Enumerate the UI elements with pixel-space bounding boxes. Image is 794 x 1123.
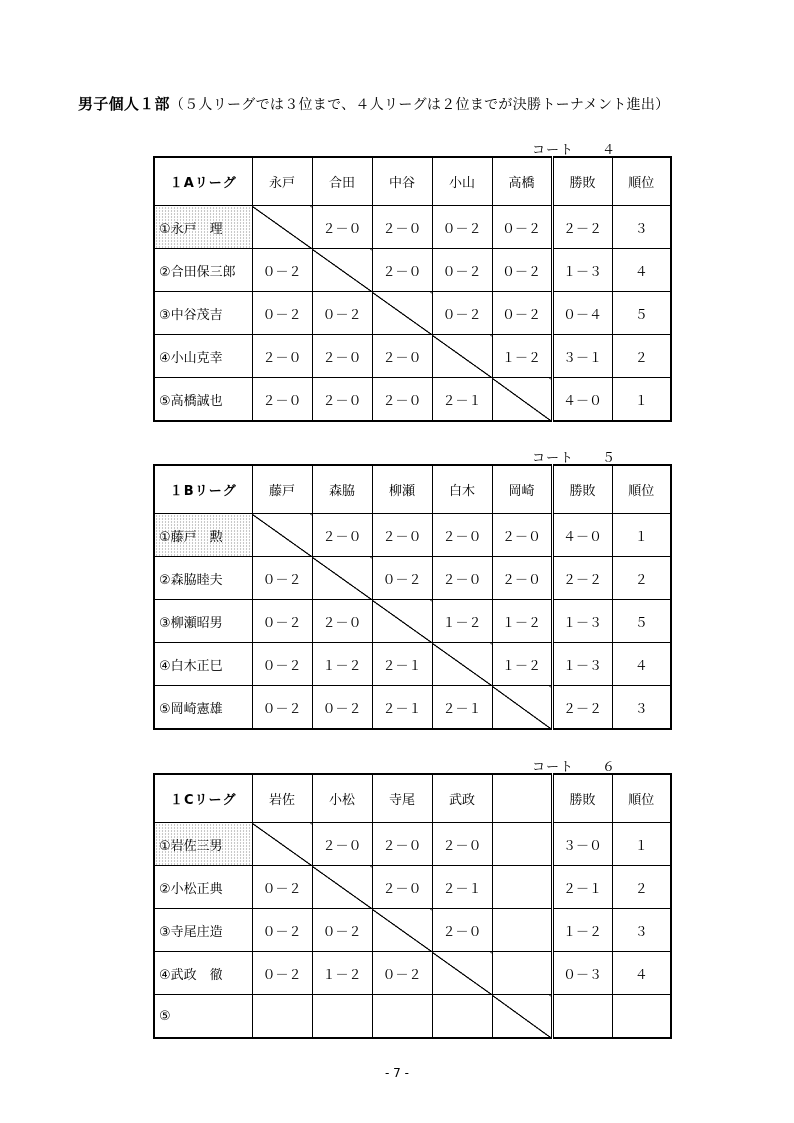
player-name: ①永戸 理 bbox=[154, 206, 252, 249]
score-cell: ２－１ bbox=[432, 866, 492, 909]
column-header: 中谷 bbox=[372, 157, 432, 206]
diagonal-cell bbox=[432, 335, 492, 378]
rank-cell bbox=[612, 995, 671, 1039]
table-row bbox=[154, 823, 671, 866]
column-header: 勝敗 bbox=[552, 157, 612, 206]
score-cell: ２－０ bbox=[372, 206, 432, 249]
player-name: ③中谷茂吉 bbox=[154, 292, 252, 335]
column-header: 白木 bbox=[432, 465, 492, 514]
column-header: 順位 bbox=[612, 465, 671, 514]
column-header: 順位 bbox=[612, 774, 671, 823]
score-cell: ２－０ bbox=[312, 823, 372, 866]
win-loss-cell: ２－１ bbox=[552, 866, 612, 909]
score-cell bbox=[312, 995, 372, 1039]
score-cell: ２－０ bbox=[312, 378, 372, 422]
rank-cell: ４ bbox=[612, 249, 671, 292]
rank-cell: ４ bbox=[612, 952, 671, 995]
score-cell: ２－０ bbox=[432, 823, 492, 866]
score-cell: ２－１ bbox=[432, 686, 492, 730]
rank-cell: ２ bbox=[612, 866, 671, 909]
court-text: コート bbox=[532, 760, 575, 775]
score-cell: ２－０ bbox=[372, 514, 432, 557]
table-row bbox=[154, 686, 671, 730]
score-cell: ２－０ bbox=[432, 557, 492, 600]
rank-cell: ３ bbox=[612, 909, 671, 952]
table-row bbox=[154, 952, 671, 995]
player-name: ②小松正典 bbox=[154, 866, 252, 909]
column-header: 永戸 bbox=[252, 157, 312, 206]
win-loss-cell: ４－０ bbox=[552, 378, 612, 422]
win-loss-cell: ０－４ bbox=[552, 292, 612, 335]
diagonal-cell bbox=[492, 378, 552, 422]
score-cell: １－２ bbox=[432, 600, 492, 643]
diagonal-cell bbox=[372, 292, 432, 335]
player-name: ⑤ bbox=[154, 995, 252, 1039]
win-loss-cell: １－２ bbox=[552, 909, 612, 952]
table-row bbox=[154, 292, 671, 335]
win-loss-cell: １－３ bbox=[552, 600, 612, 643]
diagonal-cell bbox=[432, 952, 492, 995]
diagonal-cell bbox=[312, 866, 372, 909]
league-table bbox=[153, 156, 672, 422]
win-loss-cell: １－３ bbox=[552, 249, 612, 292]
score-cell: ２－０ bbox=[432, 514, 492, 557]
diagonal-cell bbox=[432, 643, 492, 686]
score-cell: ０－２ bbox=[252, 292, 312, 335]
score-cell: ０－２ bbox=[372, 557, 432, 600]
score-cell: ０－２ bbox=[432, 206, 492, 249]
table-row bbox=[154, 249, 671, 292]
column-header: 高橋 bbox=[492, 157, 552, 206]
heading-note: （５人リーグでは３位まで、４人リーグは２位までが決勝トーナメント進出） bbox=[169, 97, 670, 113]
header-row bbox=[154, 465, 671, 514]
win-loss-cell bbox=[552, 995, 612, 1039]
league-title: １Cリーグ bbox=[154, 774, 252, 823]
player-name: ③柳瀬昭男 bbox=[154, 600, 252, 643]
score-cell: ２－０ bbox=[252, 335, 312, 378]
score-cell bbox=[492, 952, 552, 995]
court-number: ５ bbox=[602, 451, 617, 466]
column-header: 小松 bbox=[312, 774, 372, 823]
diagonal-cell bbox=[312, 249, 372, 292]
heading-title: 男子個人１部 bbox=[78, 95, 170, 113]
score-cell: ２－０ bbox=[372, 866, 432, 909]
score-cell: ０－２ bbox=[312, 909, 372, 952]
table-row bbox=[154, 514, 671, 557]
rank-cell: ５ bbox=[612, 600, 671, 643]
player-name: ②合田保三郎 bbox=[154, 249, 252, 292]
win-loss-cell: １－３ bbox=[552, 643, 612, 686]
score-cell bbox=[252, 995, 312, 1039]
score-cell: ０－２ bbox=[252, 600, 312, 643]
score-cell: ２－０ bbox=[312, 206, 372, 249]
rank-cell: ３ bbox=[612, 686, 671, 730]
table-row bbox=[154, 378, 671, 422]
column-header: 岩佐 bbox=[252, 774, 312, 823]
league-table bbox=[153, 464, 672, 730]
score-cell: ０－２ bbox=[492, 249, 552, 292]
score-cell: １－２ bbox=[492, 643, 552, 686]
diagonal-cell bbox=[492, 995, 552, 1039]
score-cell: ２－０ bbox=[252, 378, 312, 422]
score-cell: ０－２ bbox=[492, 206, 552, 249]
diagonal-cell bbox=[492, 686, 552, 730]
score-cell bbox=[492, 909, 552, 952]
win-loss-cell: ２－２ bbox=[552, 206, 612, 249]
court-text: コート bbox=[532, 143, 575, 158]
score-cell: ２－０ bbox=[372, 335, 432, 378]
score-cell: ０－２ bbox=[252, 557, 312, 600]
column-header: 武政 bbox=[432, 774, 492, 823]
score-cell bbox=[492, 823, 552, 866]
league-table bbox=[153, 773, 672, 1039]
player-name: ④武政 徹 bbox=[154, 952, 252, 995]
score-cell: ０－２ bbox=[252, 686, 312, 730]
win-loss-cell: ０－３ bbox=[552, 952, 612, 995]
score-cell: ２－０ bbox=[312, 335, 372, 378]
score-cell: ２－０ bbox=[312, 600, 372, 643]
score-cell: １－２ bbox=[492, 335, 552, 378]
rank-cell: ２ bbox=[612, 557, 671, 600]
score-cell: １－２ bbox=[312, 643, 372, 686]
rank-cell: ５ bbox=[612, 292, 671, 335]
table-row bbox=[154, 909, 671, 952]
column-header: 合田 bbox=[312, 157, 372, 206]
score-cell: ０－２ bbox=[252, 249, 312, 292]
score-cell: ０－２ bbox=[432, 249, 492, 292]
score-cell: １－２ bbox=[312, 952, 372, 995]
score-cell: ０－２ bbox=[372, 952, 432, 995]
column-header bbox=[492, 774, 552, 823]
score-cell: ２－１ bbox=[372, 643, 432, 686]
player-name: ⑤高橋誠也 bbox=[154, 378, 252, 422]
player-name: ②森脇睦夫 bbox=[154, 557, 252, 600]
score-cell: １－２ bbox=[492, 600, 552, 643]
column-header: 岡崎 bbox=[492, 465, 552, 514]
score-cell: ０－２ bbox=[252, 643, 312, 686]
diagonal-cell bbox=[252, 206, 312, 249]
score-cell: ２－１ bbox=[372, 686, 432, 730]
column-header: 寺尾 bbox=[372, 774, 432, 823]
table-row bbox=[154, 600, 671, 643]
league-title: １Aリーグ bbox=[154, 157, 252, 206]
court-number: ６ bbox=[602, 760, 617, 775]
column-header: 森脇 bbox=[312, 465, 372, 514]
score-cell: ２－０ bbox=[372, 249, 432, 292]
table-row bbox=[154, 995, 671, 1039]
page-number: - 7 - bbox=[385, 1066, 409, 1080]
header-row bbox=[154, 157, 671, 206]
player-name: ③寺尾庄造 bbox=[154, 909, 252, 952]
score-cell: ０－２ bbox=[252, 952, 312, 995]
column-header: 柳瀬 bbox=[372, 465, 432, 514]
score-cell: ２－０ bbox=[432, 909, 492, 952]
table-row bbox=[154, 643, 671, 686]
score-cell: ０－２ bbox=[252, 866, 312, 909]
table-row bbox=[154, 866, 671, 909]
diagonal-cell bbox=[312, 557, 372, 600]
score-cell: ０－２ bbox=[492, 292, 552, 335]
win-loss-cell: ２－２ bbox=[552, 557, 612, 600]
player-name: ①藤戸 勲 bbox=[154, 514, 252, 557]
score-cell: ２－１ bbox=[432, 378, 492, 422]
table-row bbox=[154, 206, 671, 249]
score-cell: ０－２ bbox=[312, 292, 372, 335]
header-row bbox=[154, 774, 671, 823]
score-cell: ２－０ bbox=[372, 823, 432, 866]
win-loss-cell: ４－０ bbox=[552, 514, 612, 557]
score-cell: ０－２ bbox=[432, 292, 492, 335]
player-name: ①岩佐三男 bbox=[154, 823, 252, 866]
score-cell: ２－０ bbox=[492, 557, 552, 600]
score-cell: ２－０ bbox=[372, 378, 432, 422]
score-cell bbox=[372, 995, 432, 1039]
column-header: 藤戸 bbox=[252, 465, 312, 514]
diagonal-cell bbox=[252, 823, 312, 866]
column-header: 勝敗 bbox=[552, 465, 612, 514]
diagonal-cell bbox=[372, 909, 432, 952]
win-loss-cell: ２－２ bbox=[552, 686, 612, 730]
score-cell: ２－０ bbox=[312, 514, 372, 557]
table-row bbox=[154, 335, 671, 378]
rank-cell: １ bbox=[612, 514, 671, 557]
diagonal-cell bbox=[372, 600, 432, 643]
page-heading bbox=[78, 93, 669, 114]
court-text: コート bbox=[532, 451, 575, 466]
column-header: 勝敗 bbox=[552, 774, 612, 823]
score-cell: ２－０ bbox=[492, 514, 552, 557]
column-header: 小山 bbox=[432, 157, 492, 206]
court-number: ４ bbox=[602, 143, 617, 158]
win-loss-cell: ３－１ bbox=[552, 335, 612, 378]
rank-cell: ４ bbox=[612, 643, 671, 686]
win-loss-cell: ３－０ bbox=[552, 823, 612, 866]
player-name: ④小山克幸 bbox=[154, 335, 252, 378]
rank-cell: ３ bbox=[612, 206, 671, 249]
rank-cell: １ bbox=[612, 823, 671, 866]
column-header: 順位 bbox=[612, 157, 671, 206]
player-name: ⑤岡崎憲雄 bbox=[154, 686, 252, 730]
score-cell bbox=[492, 866, 552, 909]
rank-cell: ２ bbox=[612, 335, 671, 378]
score-cell: ０－２ bbox=[252, 909, 312, 952]
player-name: ④白木正巳 bbox=[154, 643, 252, 686]
rank-cell: １ bbox=[612, 378, 671, 422]
score-cell: ０－２ bbox=[312, 686, 372, 730]
table-row bbox=[154, 557, 671, 600]
diagonal-cell bbox=[252, 514, 312, 557]
score-cell bbox=[432, 995, 492, 1039]
league-title: １Bリーグ bbox=[154, 465, 252, 514]
